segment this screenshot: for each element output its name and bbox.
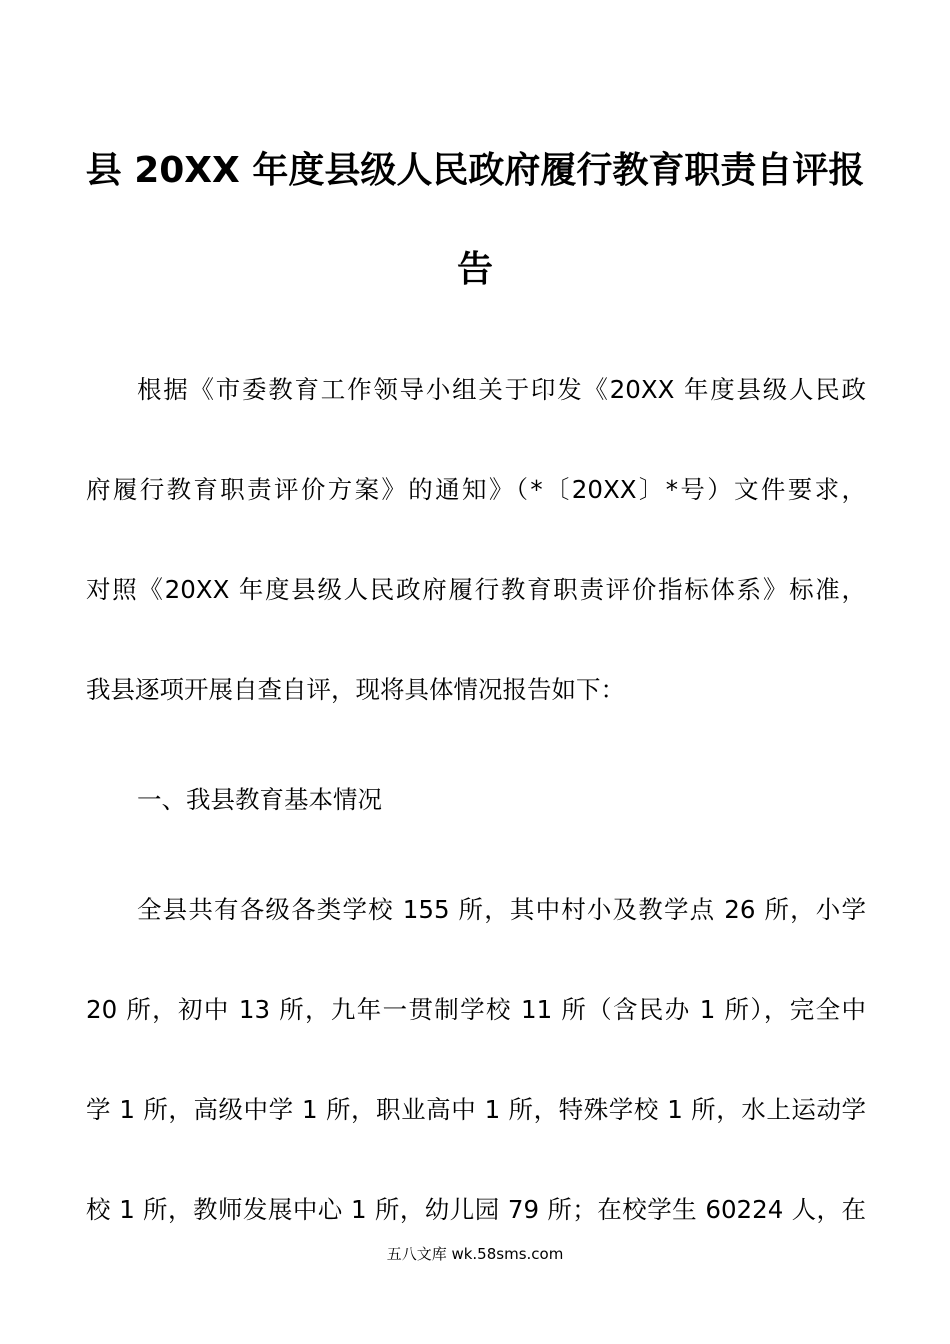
document-title-line-2: 告 (456, 249, 493, 290)
footer-watermark-text: 五八文库 wk.58sms.com (386, 1245, 564, 1263)
paragraph-line: 我县逐项开展自查自评，现将具体情况报告如下： (86, 675, 625, 704)
paragraph-line: 校 1 所，教师发展中心 1 所，幼儿园 79 所；在校学生 60224 人，在 (86, 1195, 866, 1224)
paragraph-line: 府履行教育职责评价方案》的通知》（*〔20XX〕*号）文件要求， (86, 475, 866, 504)
paragraph-line: 根据《市委教育工作领导小组关于印发《20XX 年度县级人民政 (137, 375, 866, 404)
document-title-line-1: 县 20XX 年度县级人民政府履行教育职责自评报 (85, 150, 865, 191)
paragraph-line: 全县共有各级各类学校 155 所，其中村小及教学点 26 所，小学 (137, 895, 866, 924)
paragraph-line: 学 1 所，高级中学 1 所，职业高中 1 所，特殊学校 1 所，水上运动学 (86, 1095, 866, 1124)
paragraph-line: 20 所，初中 13 所，九年一贯制学校 11 所（含民办 1 所），完全中 (86, 995, 866, 1024)
paragraph-line: 对照《20XX 年度县级人民政府履行教育职责评价指标体系》标准， (86, 575, 866, 604)
section-heading: 一、我县教育基本情况 (137, 785, 382, 814)
